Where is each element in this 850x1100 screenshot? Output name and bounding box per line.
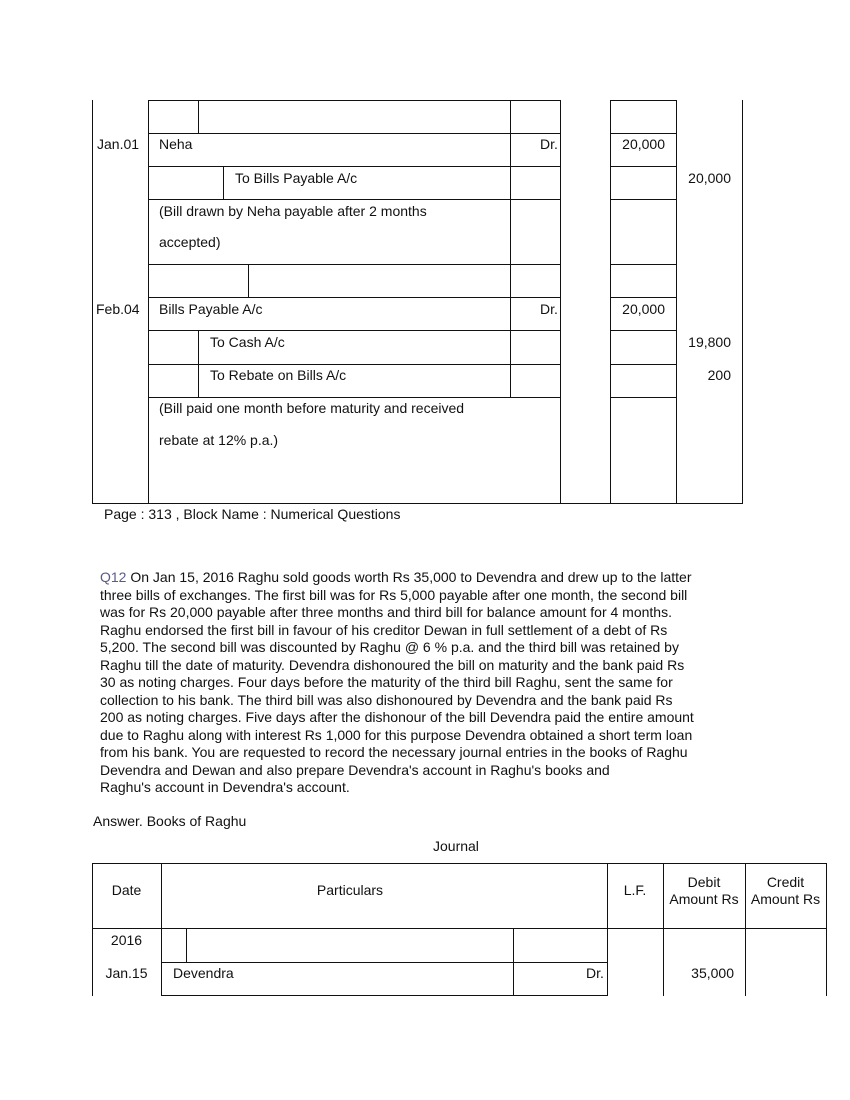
question-line: Devendra and Dewan and also prepare Devendra's account in Raghu's books and	[100, 761, 610, 778]
question-text: On Jan 15, 2016 Raghu sold goods worth Rs 35,000 to Devendra and drew up to the latter	[130, 569, 692, 585]
header-debit: Amount Rs	[669, 891, 739, 907]
dr-marker: Dr.	[540, 301, 558, 317]
question-line: 200 as noting charges. Five days after the dishonour of the bill Devendra paid the entire amount	[100, 709, 694, 725]
page-footer: Page : 313 , Block Name : Numerical Questions	[104, 506, 401, 522]
entry-date: Jan.15	[105, 965, 148, 981]
debit-amount: 20,000	[622, 301, 665, 317]
cell-line	[148, 264, 560, 265]
cell-line	[148, 100, 560, 101]
table-border	[560, 100, 561, 504]
question-line: Raghu till the date of maturity. Devendra dishonoured the bill on maturity and the bank paid Rs	[100, 656, 685, 673]
cell-line	[610, 364, 676, 365]
cell-line	[610, 264, 676, 265]
entry-narration: accepted)	[159, 234, 221, 250]
entry-particular: To Rebate on Bills A/c	[210, 367, 347, 383]
credit-amount: 19,800	[688, 334, 731, 350]
cell-line	[161, 962, 607, 963]
cell-line	[610, 166, 676, 167]
cell-line	[610, 199, 676, 200]
cell-line	[148, 330, 560, 331]
table-border	[92, 503, 742, 504]
entry-narration: (Bill paid one month before maturity and received	[159, 400, 465, 416]
cell-line	[610, 397, 676, 398]
dr-marker: Dr.	[540, 136, 558, 152]
question-line: due to Raghu along with interest Rs 1,000 for this purpose Devendra obtained a short term loan	[100, 726, 693, 743]
cell-line	[610, 297, 676, 298]
question-line: collection to his bank. The third bill was also dishonoured by Devendra and the bank paid Rs	[100, 691, 673, 708]
credit-amount: 20,000	[688, 170, 731, 186]
entry-particular: To Bills Payable A/c	[235, 170, 358, 186]
header-date: Date	[111, 882, 142, 898]
entry-date: Feb.04	[96, 301, 140, 317]
entry-particular: Neha	[159, 136, 193, 152]
cell-line	[148, 364, 560, 365]
header-lf: L.F.	[623, 882, 647, 898]
answer-heading: Answer. Books of Raghu	[93, 813, 247, 829]
debit-amount: 35,000	[691, 965, 734, 981]
table-border	[92, 863, 826, 864]
header-particulars: Particulars	[316, 882, 384, 898]
table-border	[676, 100, 677, 504]
credit-amount: 200	[707, 367, 731, 383]
question-line: three bills of exchanges. The first bill was for Rs 5,000 payable after one month, the second bill	[100, 586, 688, 603]
entry-date: Jan.01	[97, 136, 140, 152]
question-line	[100, 569, 760, 587]
header-debit: Debit	[687, 874, 721, 890]
question-line: Raghu endorsed the first bill in favour of his creditor Dewan in full settlement of a debt of Rs	[100, 621, 668, 638]
cell-line	[610, 330, 676, 331]
question-paragraph	[100, 569, 760, 797]
table-border	[742, 100, 743, 504]
entry-narration: rebate at 12% p.a.)	[159, 432, 279, 448]
cell-line	[223, 166, 224, 199]
cell-line	[148, 297, 560, 298]
entry-narration: (Bill drawn by Neha payable after 2 months	[159, 203, 427, 219]
cell-line	[186, 928, 187, 962]
entry-particular: To Cash A/c	[210, 334, 285, 350]
entry-particular: Devendra	[173, 965, 234, 981]
entry-particular: Bills Payable A/c	[159, 301, 263, 317]
cell-line	[148, 199, 560, 200]
cell-line	[248, 264, 249, 297]
cell-line	[148, 133, 560, 134]
debit-amount: 20,000	[622, 136, 665, 152]
header-credit: Credit	[766, 874, 805, 890]
question-line: 30 as noting charges. Four days before the maturity of the third bill Raghu, sent the same for	[100, 674, 673, 690]
table-border	[148, 100, 149, 504]
dr-marker: Dr.	[586, 965, 604, 981]
cell-line	[161, 995, 607, 996]
table-border	[826, 863, 827, 996]
journal-title: Journal	[433, 838, 479, 854]
question-line: was for Rs 20,000 payable after three months and third bill for balance amount for 4 months.	[100, 604, 672, 620]
entry-date: 2016	[110, 932, 143, 948]
cell-line	[610, 133, 676, 134]
question-number: Q12	[100, 569, 127, 585]
question-line: from his bank. You are requested to record the necessary journal entries in the books of Raghu	[100, 744, 688, 760]
cell-line	[198, 100, 199, 133]
cell-line	[510, 100, 511, 264]
table-border	[92, 928, 826, 929]
cell-line	[610, 100, 676, 101]
header-credit: Amount Rs	[750, 891, 821, 907]
question-line: 5,200. The second bill was discounted by Raghu @ 6 % p.a. and the third bill was retained by	[100, 639, 679, 655]
question-line: Raghu's account in Devendra's account.	[100, 779, 350, 795]
table-border	[92, 100, 93, 504]
cell-line	[148, 166, 560, 167]
cell-line	[148, 397, 560, 398]
